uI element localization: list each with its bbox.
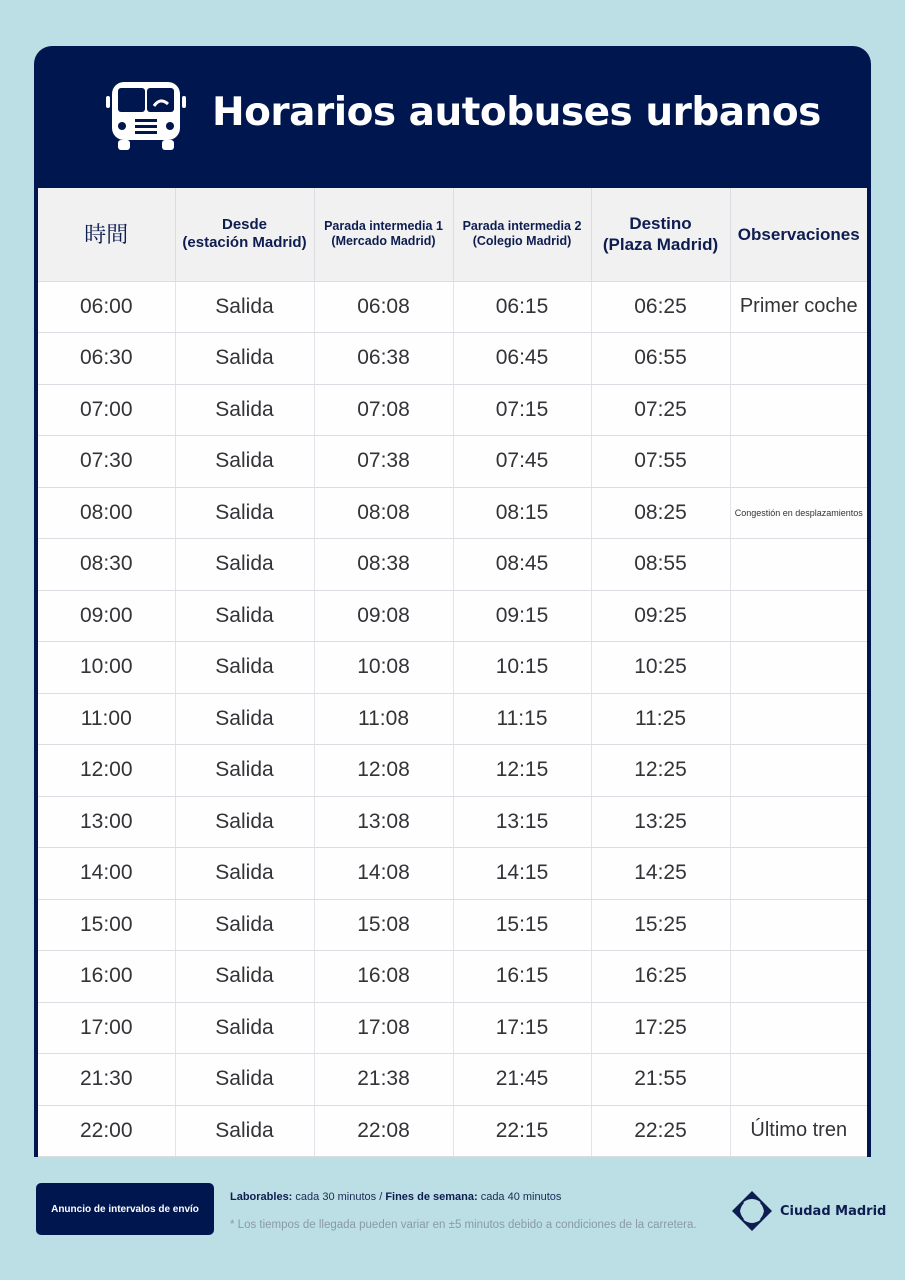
time-cell: 06:30	[38, 333, 175, 385]
destination-cell: 08:25	[591, 487, 730, 539]
header-row	[38, 188, 867, 281]
table-row	[38, 1105, 867, 1157]
table-row	[38, 951, 867, 1003]
column-header-notes: Observaciones	[730, 188, 867, 281]
destination-cell: 06:55	[591, 333, 730, 385]
notes-cell	[730, 539, 867, 591]
table-row	[38, 384, 867, 436]
table-row	[38, 745, 867, 797]
stop-2-cell: 21:45	[453, 1054, 591, 1106]
destination-cell: 16:25	[591, 951, 730, 1003]
destination-cell: 15:25	[591, 899, 730, 951]
origin-cell: Salida	[175, 1105, 314, 1157]
column-header-stop-1: Parada intermedia 1 (Mercado Madrid)	[314, 188, 453, 281]
stop-2-cell: 11:15	[453, 693, 591, 745]
notes-cell	[730, 436, 867, 488]
table-row	[38, 1054, 867, 1106]
destination-cell: 10:25	[591, 642, 730, 694]
destination-cell: 17:25	[591, 1002, 730, 1054]
header	[34, 46, 871, 188]
time-cell: 12:00	[38, 745, 175, 797]
notes-cell	[730, 693, 867, 745]
notes-cell	[730, 951, 867, 1003]
destination-cell: 22:25	[591, 1105, 730, 1157]
time-cell: 13:00	[38, 796, 175, 848]
stop-2-cell: 15:15	[453, 899, 591, 951]
notes-cell: Congestión en desplazamientos	[730, 487, 867, 539]
stop-1-cell: 07:38	[314, 436, 453, 488]
notes-cell	[730, 899, 867, 951]
origin-cell: Salida	[175, 487, 314, 539]
stop-1-cell: 14:08	[314, 848, 453, 900]
schedule-table	[38, 188, 867, 1157]
stop-2-cell: 13:15	[453, 796, 591, 848]
weekends-label: Fines de semana:	[385, 1191, 478, 1203]
stop-2-cell: 06:45	[453, 333, 591, 385]
origin-cell: Salida	[175, 384, 314, 436]
stop-1-cell: 08:38	[314, 539, 453, 591]
stop-2-cell: 22:15	[453, 1105, 591, 1157]
table-row	[38, 848, 867, 900]
stop-2-cell: 10:15	[453, 642, 591, 694]
stop-1-cell: 09:08	[314, 590, 453, 642]
arrival-note: * Los tiempos de llegada pueden variar en ±5 minutos debido a condiciones de la carretera.	[230, 1219, 697, 1231]
time-cell: 10:00	[38, 642, 175, 694]
stop-2-cell: 12:15	[453, 745, 591, 797]
destination-cell: 21:55	[591, 1054, 730, 1106]
notes-cell	[730, 590, 867, 642]
destination-cell: 14:25	[591, 848, 730, 900]
time-cell: 17:00	[38, 1002, 175, 1054]
destination-cell: 07:25	[591, 384, 730, 436]
stop-2-cell: 17:15	[453, 1002, 591, 1054]
stop-2-cell: 07:45	[453, 436, 591, 488]
stop-1-cell: 06:08	[314, 281, 453, 333]
destination-cell: 12:25	[591, 745, 730, 797]
notes-cell	[730, 745, 867, 797]
stop-2-cell: 16:15	[453, 951, 591, 1003]
time-cell: 08:30	[38, 539, 175, 591]
stop-1-cell: 22:08	[314, 1105, 453, 1157]
origin-cell: Salida	[175, 848, 314, 900]
origin-cell: Salida	[175, 590, 314, 642]
table-row	[38, 487, 867, 539]
table-row	[38, 436, 867, 488]
origin-cell: Salida	[175, 1054, 314, 1106]
origin-cell: Salida	[175, 281, 314, 333]
table-row	[38, 590, 867, 642]
destination-cell: 11:25	[591, 693, 730, 745]
bus-icon	[106, 80, 186, 156]
city-logo	[730, 1189, 886, 1233]
table-row	[38, 539, 867, 591]
origin-cell: Salida	[175, 333, 314, 385]
stop-1-cell: 16:08	[314, 951, 453, 1003]
time-cell: 22:00	[38, 1105, 175, 1157]
stop-2-cell: 08:45	[453, 539, 591, 591]
frequency-info	[230, 1191, 561, 1203]
interval-announcement-button[interactable]: Anuncio de intervalos de envío	[36, 1183, 214, 1235]
time-cell: 21:30	[38, 1054, 175, 1106]
notes-cell: Primer coche	[730, 281, 867, 333]
time-cell: 16:00	[38, 951, 175, 1003]
column-header-stop-2: Parada intermedia 2 (Colegio Madrid)	[453, 188, 591, 281]
stop-1-cell: 08:08	[314, 487, 453, 539]
stop-1-cell: 15:08	[314, 899, 453, 951]
stop-1-cell: 13:08	[314, 796, 453, 848]
weekdays-label: Laborables:	[230, 1191, 293, 1203]
notes-cell: Último tren	[730, 1105, 867, 1157]
time-cell: 11:00	[38, 693, 175, 745]
time-cell: 06:00	[38, 281, 175, 333]
time-cell: 07:30	[38, 436, 175, 488]
weekdays-value: cada 30 minutos /	[292, 1191, 386, 1203]
column-header-origin: Desde (estación Madrid)	[175, 188, 314, 281]
table-row	[38, 899, 867, 951]
stop-1-cell: 11:08	[314, 693, 453, 745]
origin-cell: Salida	[175, 899, 314, 951]
origin-cell: Salida	[175, 796, 314, 848]
destination-cell: 06:25	[591, 281, 730, 333]
destination-cell: 09:25	[591, 590, 730, 642]
time-cell: 09:00	[38, 590, 175, 642]
origin-cell: Salida	[175, 436, 314, 488]
time-cell: 07:00	[38, 384, 175, 436]
origin-cell: Salida	[175, 951, 314, 1003]
ciudad-madrid-logo-icon	[730, 1189, 774, 1233]
notes-cell	[730, 642, 867, 694]
stop-1-cell: 07:08	[314, 384, 453, 436]
stop-1-cell: 21:38	[314, 1054, 453, 1106]
notes-cell	[730, 333, 867, 385]
table-row	[38, 333, 867, 385]
stop-2-cell: 14:15	[453, 848, 591, 900]
origin-cell: Salida	[175, 642, 314, 694]
time-cell: 15:00	[38, 899, 175, 951]
column-header-time: 時間	[38, 188, 175, 281]
origin-cell: Salida	[175, 693, 314, 745]
time-cell: 14:00	[38, 848, 175, 900]
notes-cell	[730, 796, 867, 848]
stop-2-cell: 08:15	[453, 487, 591, 539]
logo-text: Ciudad Madrid	[780, 1203, 887, 1219]
table-row	[38, 1002, 867, 1054]
page-title: Horarios autobuses urbanos	[212, 90, 821, 135]
stop-1-cell: 17:08	[314, 1002, 453, 1054]
timetable-card	[34, 46, 871, 1157]
stop-2-cell: 07:15	[453, 384, 591, 436]
table-row	[38, 281, 867, 333]
time-cell: 08:00	[38, 487, 175, 539]
table-row	[38, 693, 867, 745]
timetable	[38, 188, 867, 1153]
stop-1-cell: 12:08	[314, 745, 453, 797]
notes-cell	[730, 384, 867, 436]
table-row	[38, 642, 867, 694]
destination-cell: 08:55	[591, 539, 730, 591]
destination-cell: 07:55	[591, 436, 730, 488]
column-header-destination: Destino (Plaza Madrid)	[591, 188, 730, 281]
table-row	[38, 796, 867, 848]
notes-cell	[730, 1002, 867, 1054]
stop-2-cell: 09:15	[453, 590, 591, 642]
origin-cell: Salida	[175, 539, 314, 591]
stop-1-cell: 06:38	[314, 333, 453, 385]
origin-cell: Salida	[175, 1002, 314, 1054]
notes-cell	[730, 1054, 867, 1106]
stop-1-cell: 10:08	[314, 642, 453, 694]
stop-2-cell: 06:15	[453, 281, 591, 333]
destination-cell: 13:25	[591, 796, 730, 848]
notes-cell	[730, 848, 867, 900]
weekends-value: cada 40 minutos	[477, 1191, 562, 1203]
origin-cell: Salida	[175, 745, 314, 797]
